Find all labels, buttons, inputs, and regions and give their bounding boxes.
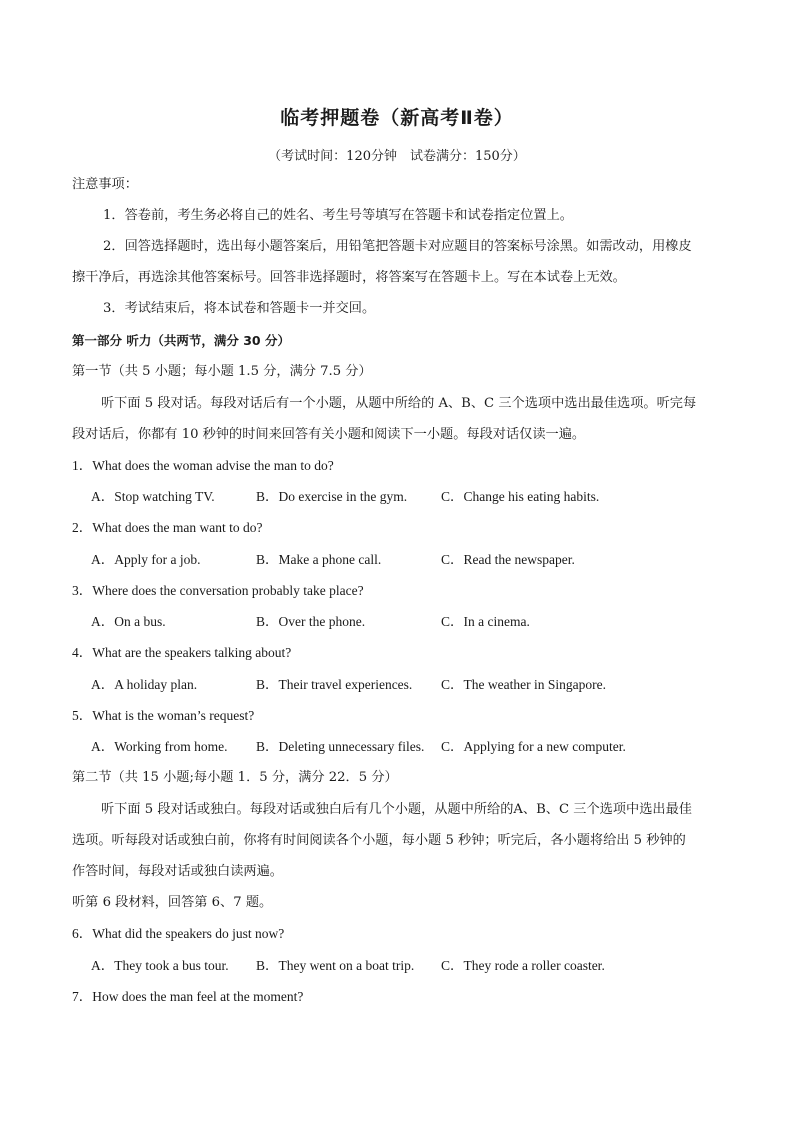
section1-heading: 第一节（共 5 小题；每小题 1.5 分，满分 7.5 分） [72,364,372,379]
section2-instruction: 作答时间，每段对话或独白读两遍。 [72,864,283,879]
option-b: B．Their travel experiences. [256,677,413,692]
option-c: C．In a cinema. [441,614,530,629]
option-a: A．Apply for a job. [91,552,201,567]
question-stem: 3．Where does the conversation probably take place? [72,583,364,598]
question-stem: 2．What does the man want to do? [72,520,263,535]
option-c: C．Applying for a new computer. [441,739,626,754]
option-a: A．A holiday plan. [91,677,198,692]
page-subtitle: （考试时间：120分钟 试卷满分：150分） [268,149,526,164]
question-stem: 6．What did the speakers do just now? [72,926,285,941]
note-item: 擦干净后，再选涂其他答案标号。回答非选择题时，将答案写在答题卡上。写在本试卷上无效。 [72,270,626,285]
section2-instruction: 选项。听每段对话或独白前，你将有时间阅读各个小题，每小题 5 秒钟；听完后，各小题将给出 5 秒钟的 [72,833,686,848]
option-b: B．Deleting unnecessary files. [256,739,425,754]
option-a: A．Stop watching TV. [91,489,215,504]
option-a: A．They took a bus tour. [91,958,229,973]
note-item: 2．回答选择题时，选出每小题答案后，用铅笔把答题卡对应题目的答案标号涂黑。如需改动，用橡皮 [103,239,692,254]
option-c: C．Change his eating habits. [441,489,600,504]
option-c: C．They rode a roller coaster. [441,958,605,973]
option-a: A．Working from home. [91,739,228,754]
note-item: 1．答卷前，考生务必将自己的姓名、考生号等填写在答题卡和试卷指定位置上。 [103,208,573,223]
material-note: 听第 6 段材料，回答第 6、7 题。 [72,895,273,910]
question-stem: 1．What does the woman advise the man to do? [72,458,334,473]
option-b: B．Make a phone call. [256,552,382,567]
section1-instruction: 段对话后，你都有 10 秒钟的时间来回答有关小题和阅读下一小题。每段对话仅读一遍。 [72,427,586,442]
option-a: A．On a bus. [91,614,166,629]
question-stem: 5．What is the woman’s request? [72,708,255,723]
question-stem: 7．How does the man feel at the moment? [72,989,304,1004]
option-c: C．The weather in Singapore. [441,677,606,692]
notes-heading: 注意事项： [72,177,138,192]
section1-instruction: 听下面 5 段对话。每段对话后有一个小题，从题中所给的 A、B、C 三个选项中选出最佳选项。听完每 [101,396,697,411]
section2-heading: 第二节（共 15 小题;每小题 1．5 分，满分 22．5 分） [72,770,398,785]
option-b: B．Over the phone. [256,614,366,629]
question-stem: 4．What are the speakers talking about? [72,645,292,660]
section2-instruction: 听下面 5 段对话或独白。每段对话或独白后有几个小题，从题中所给的A、B、C 三个选项中选出最佳 [101,802,692,817]
option-b: B．Do exercise in the gym. [256,489,408,504]
page-title: 临考押题卷（新高考Ⅱ卷） [280,107,514,129]
note-item: 3．考试结束后，将本试卷和答题卡一并交回。 [103,301,376,316]
option-c: C．Read the newspaper. [441,552,575,567]
option-b: B．They went on a boat trip. [256,958,415,973]
part1-heading: 第一部分 听力（共两节，满分 30 分） [72,333,290,348]
